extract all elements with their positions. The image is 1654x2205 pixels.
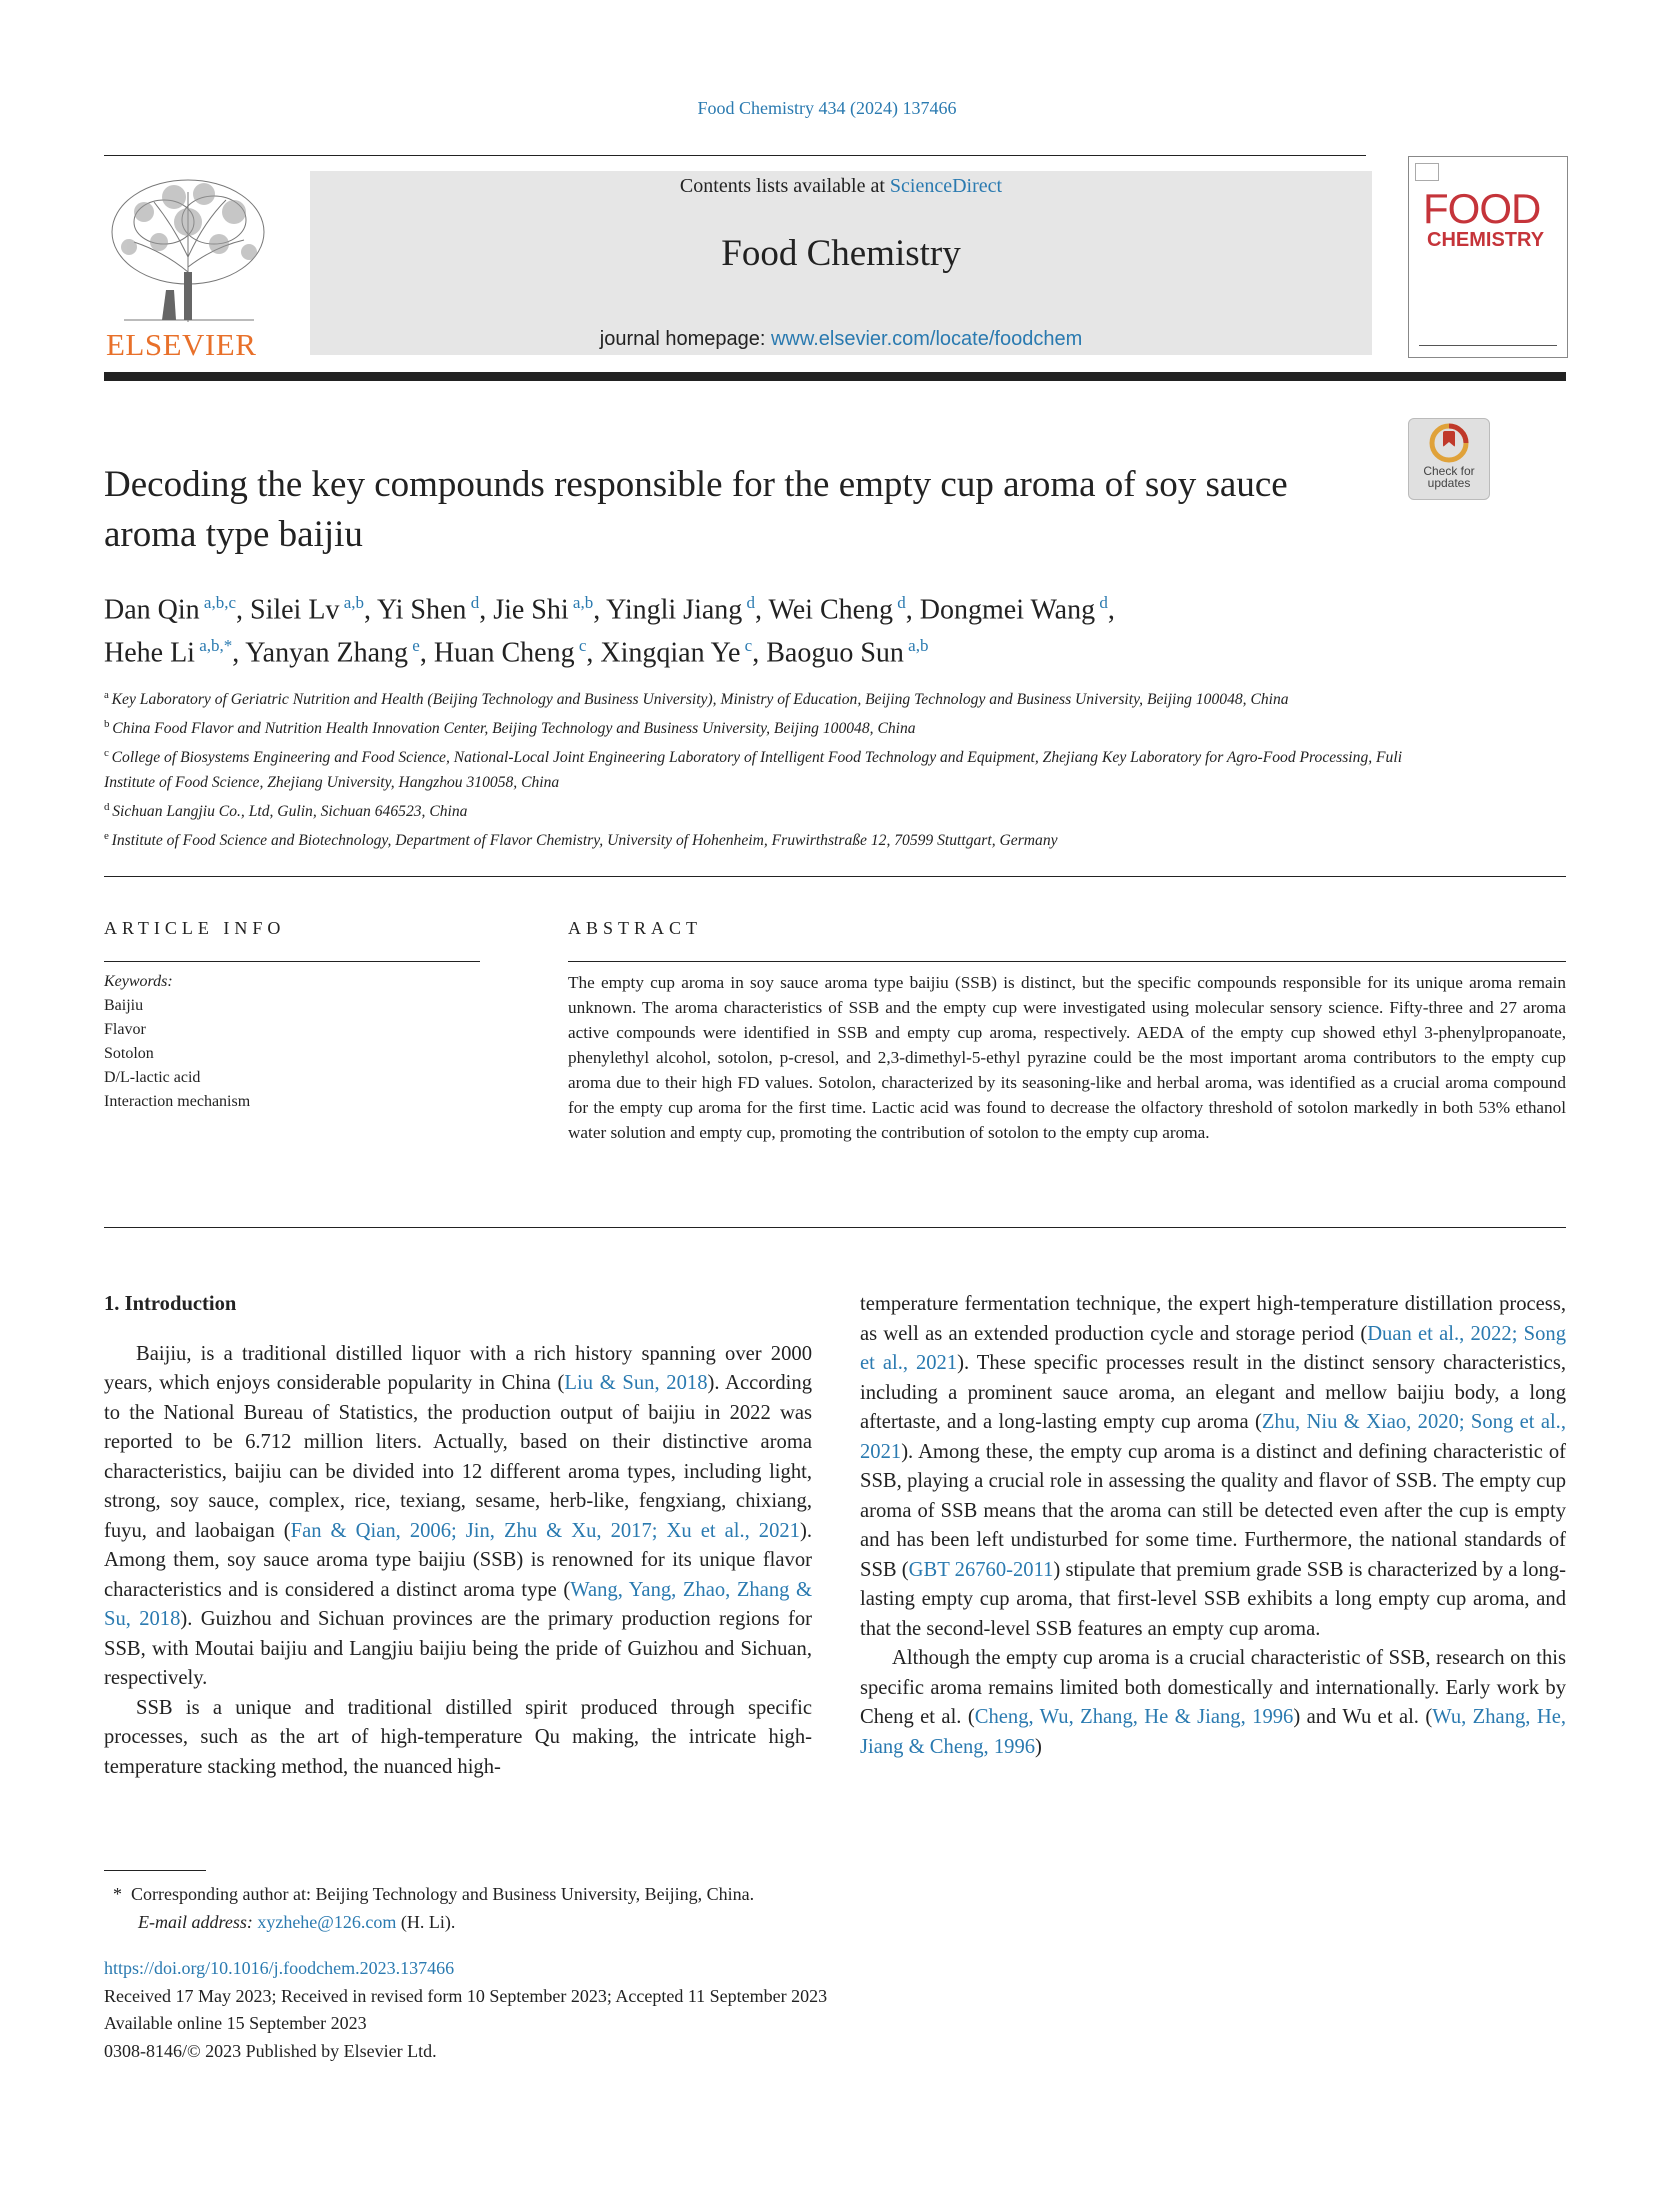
keyword-item: Sotolon [104,1045,154,1062]
author-affiliation-marks[interactable]: a,b,* [194,636,233,656]
footnote-line-1 [104,1880,1304,1908]
paragraph-text: ) [1035,1735,1042,1758]
keywords-label: Keywords: [104,973,173,990]
abstract-rule [568,961,1566,962]
body-right-column [860,1290,1566,1762]
paragraph-text: ). Among them, soy sauce aroma type baijiu (SSB) is renowned for its unique flavor characteristics and is considered a distinct aroma type ( [104,1519,812,1601]
email-link[interactable]: xyzhehe@126.com [257,1912,397,1932]
citation-link[interactable]: Duan et al., 2022; Song et al., 2021 [860,1322,1566,1374]
citation-link[interactable]: Liu & Sun, 2018 [564,1372,708,1394]
affiliation-item [104,741,1404,794]
homepage-link[interactable]: www.elsevier.com/locate/foodchem [770,328,1083,350]
author-name: Jie Shi [493,594,569,626]
keyword-item: D/L-lactic acid [104,1069,201,1086]
paragraph-text: temperature fermentation technique, the expert high-temperature distillation process, as well as an extended production cycle and storage period ( [860,1293,1566,1345]
paragraph-text: ). These specific processes result in the distinct sensory characteristics, including a prominent sauce aroma, an elegant and mellow baijiu body, a long aftertaste, and a long-lasting empty cup aroma ( [860,1352,1566,1433]
corresponding-author: Corresponding author at: Beijing Technology and Business University, Beijing, China. [131,1884,755,1904]
corresponding-footnote [104,1880,1304,1936]
citation-link[interactable]: Wu, Zhang, He, Jiang & Cheng, 1996 [860,1706,1567,1758]
introduction-heading: 1. Introduction [104,1293,237,1315]
author-affiliation-marks[interactable]: a,b,c [199,593,236,612]
affiliation-text: China Food Flavor and Nutrition Health Innovation Center, Beijing Technology and Business University, Beijing 100048, China [112,720,916,738]
check-updates-icon [1409,419,1489,463]
author-name: Xingqian Ye [600,637,741,669]
cover-food-word: FOOD [1423,185,1541,232]
author-affiliation-marks[interactable]: d [742,593,756,612]
copyright: 0308-8146/© 2023 Published by Elsevier Ltd. [104,2040,437,2061]
intro-paragraph-2-cont [860,1290,1566,1644]
intro-paragraph-1 [104,1340,812,1694]
author-affiliation-marks[interactable]: d [1095,593,1108,612]
paragraph-text: SSB is a unique and traditional distilled spirit produced through specific processes, such as the art of high-temperature Qu making, the intricate high-temperature stacking method, the nuanced high- [104,1696,812,1778]
homepage-line [310,328,1372,351]
article-info-heading: ARTICLE INFO [104,918,286,938]
paragraph-text: ). According to the National Bureau of Statistics, the production output of baijiu in 2022 was reported to be 6.712 million liters. Actually, based on their distinctive aroma characteristics, baijiu can be divided into 12 different aroma types, including light, strong, soy sauce, complex, rice, texiang, sesame, herb-like, fengxiang, chixiang, fuyu, and laobaigan ( [104,1372,812,1542]
keyword-item: Interaction mechanism [104,1093,251,1110]
elsevier-wordmark: ELSEVIER [106,327,257,362]
keyword-item: Flavor [104,1021,146,1038]
paragraph-text: ). Among these, the empty cup aroma is a distinct and defining characteristic of SSB, playing a crucial role in assessing the quality and flavor of SSB. The empty cup aroma of SSB means that the aroma can still be detected even after the cup is empty and has been left undisturbed for some time. Furthermore, the national standards of SSB ( [860,1440,1566,1581]
footnote-star: * [113,1884,122,1904]
journal-cover [1408,156,1568,358]
body-left-column [104,1290,812,1782]
check-updates-label: Check for updates [1423,464,1475,490]
footnote-rule [104,1870,206,1871]
cover-rule [1419,345,1557,346]
intro-paragraph-2-start [104,1694,812,1783]
doi-link[interactable]: https://doi.org/10.1016/j.foodchem.2023.137466 [104,1958,455,1978]
author-name: Silei Lv [250,594,340,626]
author-affiliation-marks[interactable]: d [466,593,480,612]
author-name: Dongmei Wang [919,594,1096,626]
author-name: Dan Qin [104,594,200,626]
affiliation-item [104,824,1404,853]
sciencedirect-link[interactable]: ScienceDirect [889,175,1003,197]
affiliation-mark: e [104,829,112,842]
keyword-list [104,994,250,1114]
email-suffix: (H. Li). [396,1912,456,1932]
paragraph-text: ). Guizhou and Sichuan provinces are the primary production regions for SSB, with Moutai baijiu and Langjiu baijiu being the pride of Guizhou and Sichuan, respectively. [104,1608,812,1689]
article-info-rule [104,961,480,962]
cover-chemistry-word: CHEMISTRY [1427,229,1545,251]
footnote-line-2 [104,1908,1304,1936]
affiliation-item [104,795,1404,824]
citation-link[interactable]: Zhu, Niu & Xiao, 2020; Song et al., 2021 [860,1411,1566,1463]
author-affiliation-marks[interactable]: a,b [568,593,594,612]
citation-link[interactable]: Fan & Qian, 2006; Jin, Zhu & Xu, 2017; Xu et al., 2021 [290,1519,800,1542]
author-name: Yi Shen [376,594,467,626]
author-affiliation-marks[interactable]: a,b [339,593,364,612]
homepage-prefix: journal homepage: [599,328,771,350]
elsevier-tree-logo [104,172,272,324]
affiliation-list [104,683,1404,853]
author-name: Hehe Li [104,637,195,669]
author-name: Yanyan Zhang [245,637,409,669]
affiliation-mark: b [104,718,113,731]
affiliation-mark: c [104,747,112,760]
citation-link[interactable]: Wang, Yang, Zhao, Zhang & Su, 2018 [104,1578,812,1630]
affiliation-item [104,712,1404,741]
author-affiliation-marks[interactable]: a,b [903,636,929,656]
abstract-bottom-rule [104,1227,1566,1228]
received-dates: Received 17 May 2023; Received in revised form 10 September 2023; Accepted 11 September 2023 [104,1985,828,2006]
citation-link[interactable]: Cheng, Wu, Zhang, He & Jiang, 1996 [974,1706,1294,1728]
author-name: Yingli Jiang [606,594,743,626]
author-name: Baoguo Sun [766,637,904,669]
contents-prefix: Contents lists available at [679,175,890,197]
affiliation-mark: d [104,800,113,813]
author-name: Wei Cheng [768,594,894,626]
abstract-text: The empty cup aroma in soy sauce aroma type baijiu (SSB) is distinct, but the specific compounds responsible for its unique aroma remain unknown. The aroma characteristics of SSB and the empty cup were investigated using molecular sensory science. Fifty-three and 27 aroma active compounds were identified in SSB and empty cup aroma, respectively. AEDA of the empty cup showed ethyl 3-phenylpropanoate, phenylethyl alcohol, sotolon, p-cresol, and 2,3-dimethyl-5-ethyl pyrazine could be the most important aroma contributors to the empty cup aroma due to their high FD values. Sotolon, characterized by its seasoning-like and herbal aroma, was identified as a crucial aroma compound for the empty cup aroma for the first time. Lactic acid was found to decrease the olfactory threshold of sotolon markedly in both 53% ethanol water solution and empty cup, promoting the contribution of sotolon to the empty cup aroma. [568,973,1566,1142]
cover-mini-logo-icon [1415,163,1439,181]
header-thick-rule [104,372,1566,381]
intro-paragraph-3 [860,1644,1566,1762]
affiliation-item [104,683,1404,712]
paragraph-text: ) stipulate that premium grade SSB is characterized by a long-lasting empty cup aroma, that first-level SSB exhibits a long empty cup aroma, and that the second-level SSB features an empty cup aroma. [860,1558,1566,1640]
affiliation-text: Institute of Food Science and Biotechnology, Department of Flavor Chemistry, University of Hohenheim, Fruwirthstraße 12, 70599 Stuttgart, Germany [111,831,1058,849]
article-title: Decoding the key compounds responsible for the empty cup aroma of soy sauce aroma type baijiu [104,464,1288,555]
header-top-rule [104,155,1366,156]
author-name: Huan Cheng [433,637,575,669]
citation-link[interactable]: GBT 26760-2011 [908,1558,1054,1581]
journal-title: Food Chemistry [721,233,961,274]
author-affiliation-marks[interactable]: d [893,593,906,612]
keyword-item: Baijiu [104,997,144,1014]
journal-reference[interactable]: Food Chemistry 434 (2024) 137466 [697,98,957,118]
paragraph-text: Although the empty cup aroma is a crucial characteristic of SSB, research on this specific aroma remains limited both domestically and internationally. Early work by Cheng et al. ( [860,1647,1566,1728]
abstract-heading: ABSTRACT [568,918,703,938]
author-affiliation-marks[interactable]: c [740,636,753,656]
author-affiliation-marks[interactable]: c [574,636,587,656]
affil-bottom-rule [104,876,1566,877]
email-label: E-mail address: [138,1912,258,1932]
affiliation-mark: a [104,689,112,701]
affiliation-text: College of Biosystems Engineering and Food Science, National-Local Joint Engineering Laboratory of Intelligent Food Technology and Equipment, Zhejiang Key Laboratory for Agro-Food Processing, Fuli Institute of Food Science, Zhejiang University, Hangzhou 310058, China [104,749,1403,791]
available-online: Available online 15 September 2023 [104,2013,367,2033]
paragraph-text: ) and Wu et al. ( [1293,1706,1433,1728]
paragraph-text: Baijiu, is a traditional distilled liquor with a rich history spanning over 2000 years, which enjoys considerable popularity in China ( [104,1342,812,1394]
affiliation-text: Sichuan Langjiu Co., Ltd, Gulin, Sichuan 646523, China [112,802,468,820]
affiliation-text: Key Laboratory of Geriatric Nutrition and Health (Beijing Technology and Business University), Ministry of Education, Beijing Technology and Business University, Beijing 100048, China [111,691,1289,709]
check-for-updates-badge[interactable] [1408,418,1490,500]
publication-info [104,1955,1304,2065]
author-affiliation-marks[interactable]: e [408,636,420,656]
author-list: Dan Qin $^{a,b,c}$, Silei Lv $^{a,b}$, Yi Shen $^d$, Jie Shi $^{a,b}$, Yingli Jiang $^d$, Wei Cheng $^d$, Dongmei Wang $^d$, Hehe Li $^{a,b,*}$, Yanyan Zhang $^e$, Huan Cheng $^c$, Xingqian Ye $^c$, Baoguo Sun $^{a,b}$ [104,593,1115,669]
contents-line [310,175,1372,198]
keywords-block [104,970,250,1114]
